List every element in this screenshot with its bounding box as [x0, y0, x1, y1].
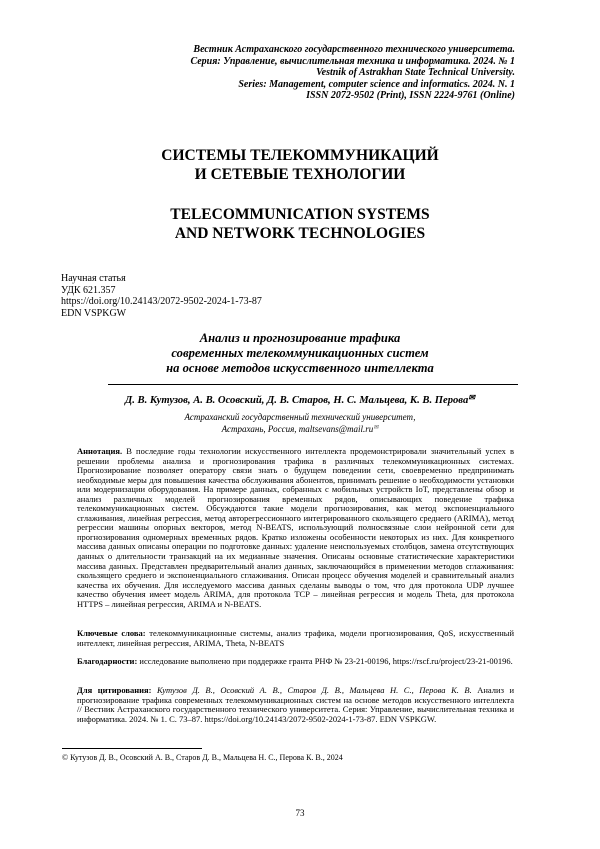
section-title-en: [60, 206, 540, 243]
journal-header-line: Вестник Астраханского государственного технического университета.: [193, 44, 515, 55]
journal-header-line: Серия: Управление, вычислительная техника и информатика. 2024. № 1: [190, 55, 515, 67]
udc-code: УДК 621.357: [61, 284, 116, 296]
citation-label: Для цитирования:: [77, 685, 152, 695]
abstract-label: Аннотация.: [77, 446, 123, 456]
journal-header-line: Vestnik of Astrakhan State Technical University.: [316, 67, 515, 79]
acknowledgements-label: Благодарности:: [77, 656, 138, 666]
section-title-line: TELECOMMUNICATION SYSTEMS: [170, 206, 430, 223]
affiliation-line: Астраханский государственный технический университет,: [184, 412, 416, 422]
abstract: [77, 447, 514, 609]
edn-code: EDN VSPKGW: [61, 307, 127, 319]
article-meta: [61, 273, 262, 319]
journal-header-line: Series: Management, computer science and informatics. 2024. N. 1: [238, 78, 515, 90]
citation-authors: Кутузов Д. В., Осовский А. В., Старов Д. В., Мальцева Н. С., Перова К. В.: [157, 685, 472, 695]
article-title-line: современных телекоммуникационных систем: [171, 346, 429, 360]
affiliation: [60, 412, 540, 436]
keywords-text: телекоммуникационные системы, анализ трафика, модели прогнозирования, QoS, искусственный интеллект, линейная регрессия, ARIMA, Theta, N-BEATS: [77, 628, 515, 648]
article-title-line: Анализ и прогнозирование трафика: [199, 331, 401, 345]
journal-header: [60, 44, 515, 102]
affiliation-email[interactable]: Астрахань, Россия, maltsevans@mail.ru: [221, 424, 374, 435]
author-names: Д. В. Кутузов, А. В. Осовский, Д. В. Старов, Н. С. Мальцева, К. В. Перова: [125, 395, 469, 406]
copyright-notice: © Кутузов Д. В., Осовский А. В., Старов Д. В., Мальцева Н. С., Перова К. В., 2024: [62, 753, 343, 762]
acknowledgements-text: исследование выполнено при поддержке гранта РНФ № 23-21-00196, https://rscf.ru/project/23-21-00196.: [139, 656, 513, 666]
doi-link[interactable]: https://doi.org/10.24143/2072-9502-2024-1-73-87: [61, 296, 262, 307]
abstract-text: В последние годы технологии искусственного интеллекта продемонстрировали значительный успех в решении проблемы анализа и прогнозирования трафика в различных телекоммуникационных системах. Прогнозирование позволяет оператору связи знать о будущем поведении сети, своевременно предпринимать необходимые меры для повышения качества обслуживания абонентов, принимать решение о необходимости установки или модернизации оборудования. На примере данных, собранных с мобильных устройств IoT, представлены обзор и анализ различных моделей прогнозирования временных рядов, описывающих поведение трафика телекоммуникационных систем. Обсуждаются такие модели прогнозирования, как метод экспоненциального сглаживания, линейная регрессия, метод авторегрессионного интегрированного скользящего среднего (ARIMA), метод регрессии машины опорных векторов, метод N-BEATS, использующий полносвязные слои нейронной сети для прогнозирования одномерных временных рядов. Кратко изложены особенности некоторых из них. Для конкретного массива данных описаны операции по подготовке данных: удаление неиспользуемых столбцов, замена отсутствующих данных о длительности транзакций на их медианные значения. Описаны основные статистические характеристики массива данных. Представлен предварительный анализ данных, заключающийся в применении методов сглаживания: скользящего среднего и экспоненциального сглаживания. Описан процесс обучения моделей и сравнительный анализ качества их обучения. Для исследуемого массива данных сделаны выводы о том, что для протокола UDP лучшее качество обучения имеет модель ARIMA, для протокола TCP – линейная регрессия и модель Theta, для протокола HTTPS – линейная регрессия, ARIMA и N-BEATS.: [77, 446, 515, 609]
envelope-icon: ✉: [468, 393, 475, 402]
author-list: [60, 391, 540, 407]
section-title-line: AND NETWORK TECHNOLOGIES: [174, 224, 426, 242]
section-title-line: И СЕТЕВЫЕ ТЕХНОЛОГИИ: [194, 165, 406, 183]
affiliation-line: [60, 423, 540, 435]
keywords-label: Ключевые слова:: [77, 628, 146, 638]
footnote-divider: [62, 748, 202, 749]
title-divider: [108, 384, 518, 385]
keywords: [77, 629, 514, 648]
acknowledgements: [77, 657, 514, 667]
citation-text: Анализ и прогнозирование трафика современных телекоммуникационных систем на основе методов искусственного интеллекта // Вестник Астраханского государственного технического университета. Серия: Управление, вычислительная техника и информатика. 2024. № 1. С. 73–87. https://doi.org/10.24143/2072-9502-2024-1-73-87. EDN VSPKGW.: [77, 685, 515, 724]
journal-header-line: ISSN 2072-9502 (Print), ISSN 2224-9761 (Online): [306, 90, 515, 102]
section-title-line: СИСТЕМЫ ТЕЛЕКОММУНИКАЦИЙ: [161, 147, 439, 164]
section-title-ru: [60, 147, 540, 184]
article-type: Научная статья: [61, 273, 126, 284]
envelope-icon: ✉: [373, 425, 379, 432]
article-title-line: на основе методов искусственного интеллекта: [166, 361, 434, 375]
article-title: [60, 331, 540, 376]
citation: [77, 686, 514, 724]
page-number: 73: [295, 808, 305, 818]
